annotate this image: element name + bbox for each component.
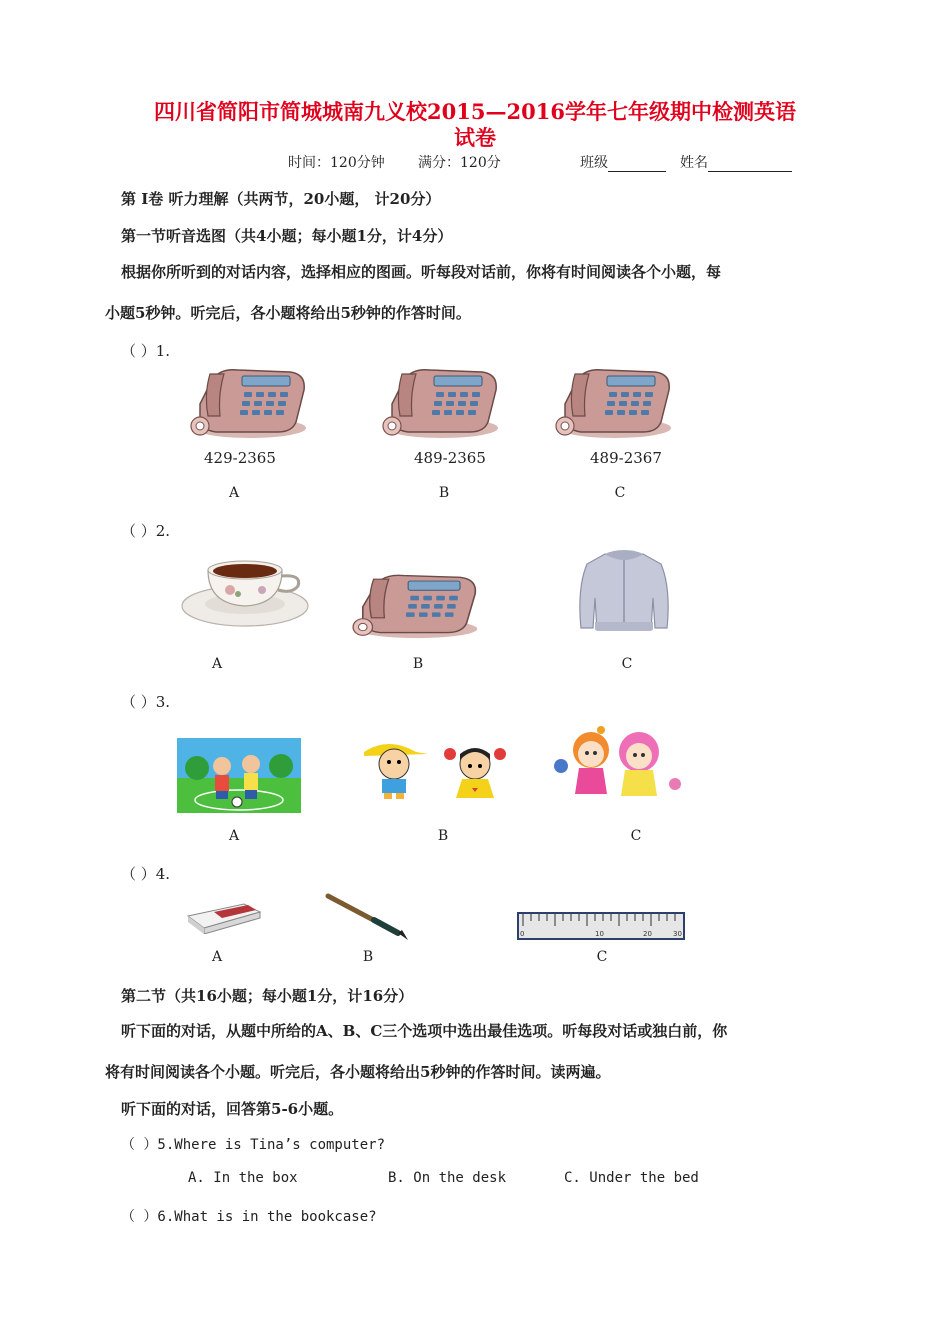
telephone-image-b [382,364,504,440]
teacup-image [178,548,312,630]
exam-time: 时间：120分钟 [288,155,385,171]
section2-heading: 第二节（共16小题；每小题1分，计16分） [121,987,414,1005]
option-letter-b: B [362,949,374,965]
question-6-label: （ ）6.What is in the bookcase? [121,1209,377,1225]
ruler-mark: 10 [595,930,604,938]
phone-number-c: 489-2367 [590,449,662,467]
option-letter-c: C [621,656,633,672]
class-field [580,152,666,172]
jacket-image [575,548,673,634]
section2-instruction-line2: 将有时间阅读各个小题。听完后，各小题将给出5秒钟的作答时间。读两遍。 [105,1063,611,1081]
option-letter-a: A [211,656,223,672]
part1-heading: 第 Ⅰ卷 听力理解（共两节，20小题， 计20分） [121,190,441,208]
boy-and-girl-image [358,738,522,800]
name-label: 姓名 [680,155,708,171]
eraser-image [184,898,264,934]
two-girls-image [553,722,681,804]
telephone-image-c [555,364,677,440]
ruler-mark: 30 [673,930,682,938]
question-5-option-b: B. On the desk [388,1170,507,1186]
question-3-label: （ ）3. [121,693,171,711]
ruler-mark: 20 [643,930,652,938]
option-letter-b: B [437,828,449,844]
section1-heading: 第一节听音选图（共4小题；每小题1分，计4分） [121,227,453,245]
class-blank [608,157,666,172]
question-2-label: （ ）2. [121,522,171,540]
name-blank [708,157,792,172]
option-letter-b: B [438,485,450,501]
document-title-line1: 四川省简阳市简城城南九义校2015—2016学年七年级期中检测英语 [154,99,796,124]
class-label: 班级 [580,155,608,171]
ruler-image [517,912,685,940]
question-5-label: （ ）5.Where is Tina’s computer? [121,1137,386,1153]
option-letter-a: A [228,485,240,501]
option-letter-a: A [228,828,240,844]
option-letter-c: C [596,949,608,965]
option-letter-b: B [412,656,424,672]
section1-instruction-line2: 小题5秒钟。听完后，各小题将给出5秒钟的作答时间。 [105,304,471,322]
question-4-label: （ ）4. [121,865,171,883]
document-title-line2: 试卷 [454,125,496,150]
question-5-option-c: C. Under the bed [564,1170,699,1186]
exam-full-score: 满分：120分 [418,155,501,171]
ruler-mark: 0 [520,930,525,938]
option-letter-c: C [630,828,642,844]
question-1-label: （ ）1. [121,342,171,360]
name-field [680,152,792,172]
phone-number-b: 489-2365 [414,449,486,467]
pen-image [324,892,410,942]
question-5-option-a: A. In the box [188,1170,298,1186]
option-letter-c: C [614,485,626,501]
section1-instruction-line1: 根据你所听到的对话内容，选择相应的图画。听每段对话前，你将有时间阅读各个小题，每 [121,263,722,281]
telephone-image-a [190,364,312,440]
option-letter-a: A [211,949,223,965]
section2-subheading: 听下面的对话，回答第5-6小题。 [121,1100,344,1118]
soccer-boys-image [177,738,301,813]
telephone-image-q2 [352,570,487,640]
section2-instruction-line1: 听下面的对话，从题中所给的A、B、C三个选项中选出最佳选项。听每段对话或独白前，你 [121,1022,728,1040]
phone-number-a: 429-2365 [204,449,276,467]
